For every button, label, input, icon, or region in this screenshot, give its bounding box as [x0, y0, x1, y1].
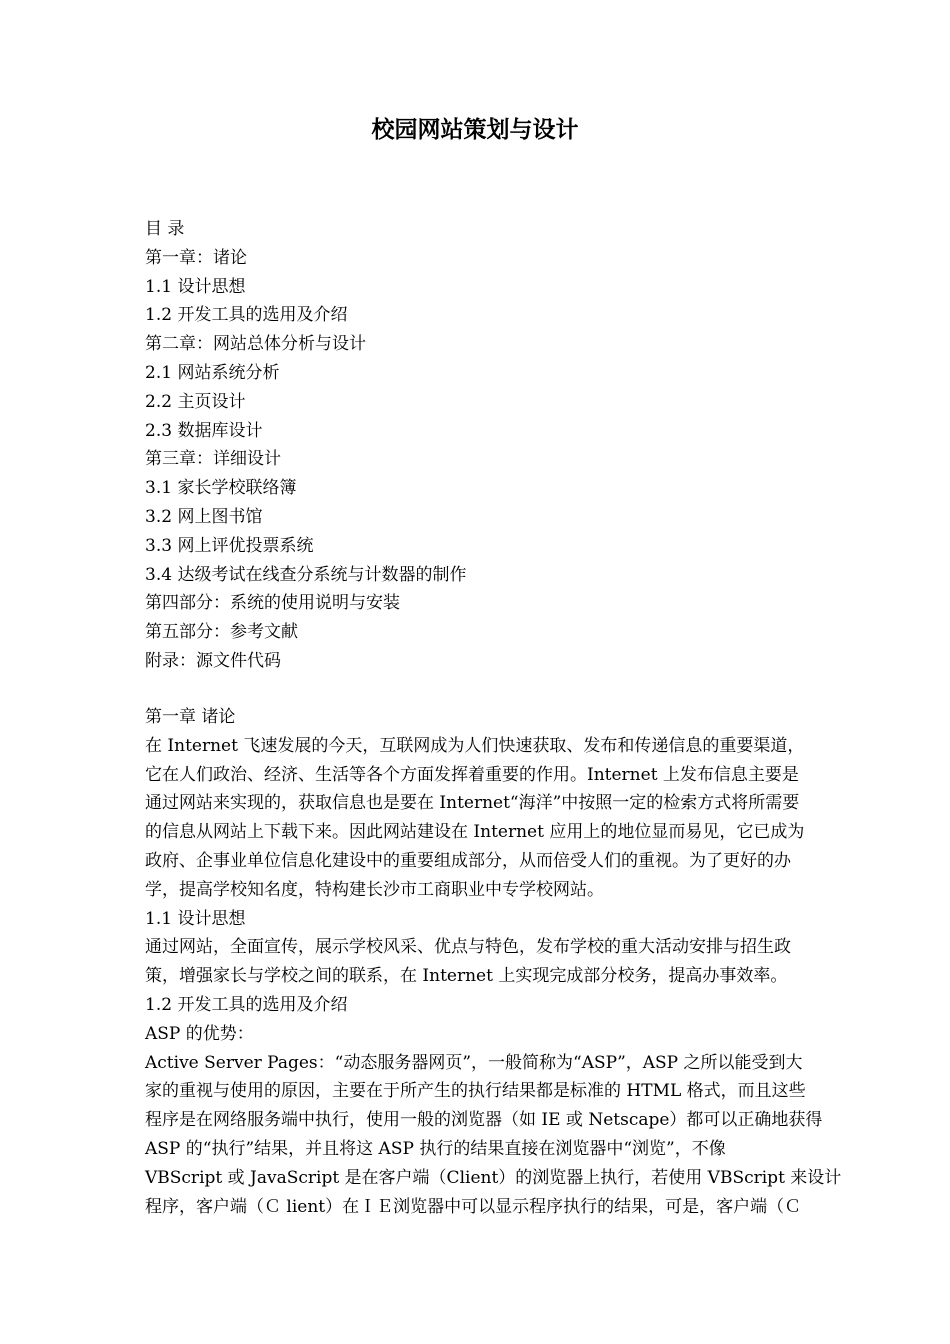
asp-line: 程序，客户端（Ｃ lient）在ＩＥ浏览器中可以显示程序执行的结果，可是，客户端（Ｃ	[145, 1196, 802, 1217]
table-of-contents	[145, 215, 885, 676]
toc-item: 2.1 网站系统分析	[145, 362, 280, 383]
toc-item: 2.3 数据库设计	[145, 420, 263, 441]
section-line: 通过网站，全面宣传，展示学校风采、优点与特色，发布学校的重大活动安排与招生政	[145, 937, 791, 958]
toc-item: 3.4 达级考试在线查分系统与计数器的制作	[145, 564, 467, 585]
subsection-heading: ASP 的优势：	[145, 1023, 254, 1044]
toc-item: 第三章：详细设计	[145, 449, 281, 470]
asp-line: 家的重视与使用的原因，主要在于所产生的执行结果都是标准的 HTML 格式，而且这些	[145, 1081, 806, 1102]
toc-item: 附录：源文件代码	[145, 650, 281, 671]
intro-line: 在 Internet 飞速发展的今天，互联网成为人们快速获取、发布和传递信息的重要渠道，	[145, 735, 805, 756]
toc-item: 1.1 设计思想	[145, 276, 246, 297]
toc-item: 第四部分：系统的使用说明与安装	[145, 593, 400, 614]
intro-line: 它在人们政治、经济、生活等各个方面发挥着重要的作用。Internet 上发布信息主要是	[145, 764, 799, 785]
toc-item: 第五部分：参考文献	[145, 622, 298, 643]
asp-line: Active Server Pages：“动态服务器网页”，一般简称为“ASP”，ASP 之所以能受到大	[145, 1052, 803, 1073]
intro-line: 政府、企事业单位信息化建设中的重要组成部分，从而倍受人们的重视。为了更好的办	[145, 850, 791, 871]
intro-line: 学，提高学校知名度，特构建长沙市工商职业中专学校网站。	[145, 879, 604, 900]
toc-item: 1.2 开发工具的选用及介绍	[145, 305, 348, 326]
section-heading: 1.1 设计思想	[145, 908, 246, 929]
asp-line: ASP 的“执行”结果，并且将这 ASP 执行的结果直接在浏览器中“浏览”，不像	[145, 1138, 726, 1159]
toc-item: 3.1 家长学校联络簿	[145, 478, 297, 499]
intro-line: 的信息从网站上下载下来。因此网站建设在 Internet 应用上的地位显而易见，它已成为	[145, 822, 805, 843]
document-title: 校园网站策划与设计	[371, 117, 579, 143]
toc-item: 3.3 网上评优投票系统	[145, 535, 314, 556]
asp-line: 程序是在网络服务端中执行，使用一般的浏览器（如 IE 或 Netscape）都可以正确地获得	[145, 1110, 823, 1131]
asp-line: VBScript 或 JavaScript 是在客户端（Client）的浏览器上执行，若使用 VBScript 来设计	[145, 1167, 842, 1188]
chapter-one	[145, 703, 885, 1221]
toc-item: 3.2 网上图书馆	[145, 506, 263, 527]
toc-heading: 目 录	[145, 219, 185, 239]
toc-item: 第一章：诸论	[145, 247, 247, 268]
toc-item: 第二章：网站总体分析与设计	[145, 334, 366, 355]
section-line: 策，增强家长与学校之间的联系，在 Internet 上实现完成部分校务，提高办事效率。	[145, 966, 788, 987]
intro-line: 通过网站来实现的，获取信息也是要在 Internet“海洋”中按照一定的检索方式将所需要	[145, 793, 800, 814]
chapter-heading: 第一章 诸论	[145, 707, 236, 727]
section-heading: 1.2 开发工具的选用及介绍	[145, 994, 348, 1015]
toc-item: 2.2 主页设计	[145, 391, 246, 412]
